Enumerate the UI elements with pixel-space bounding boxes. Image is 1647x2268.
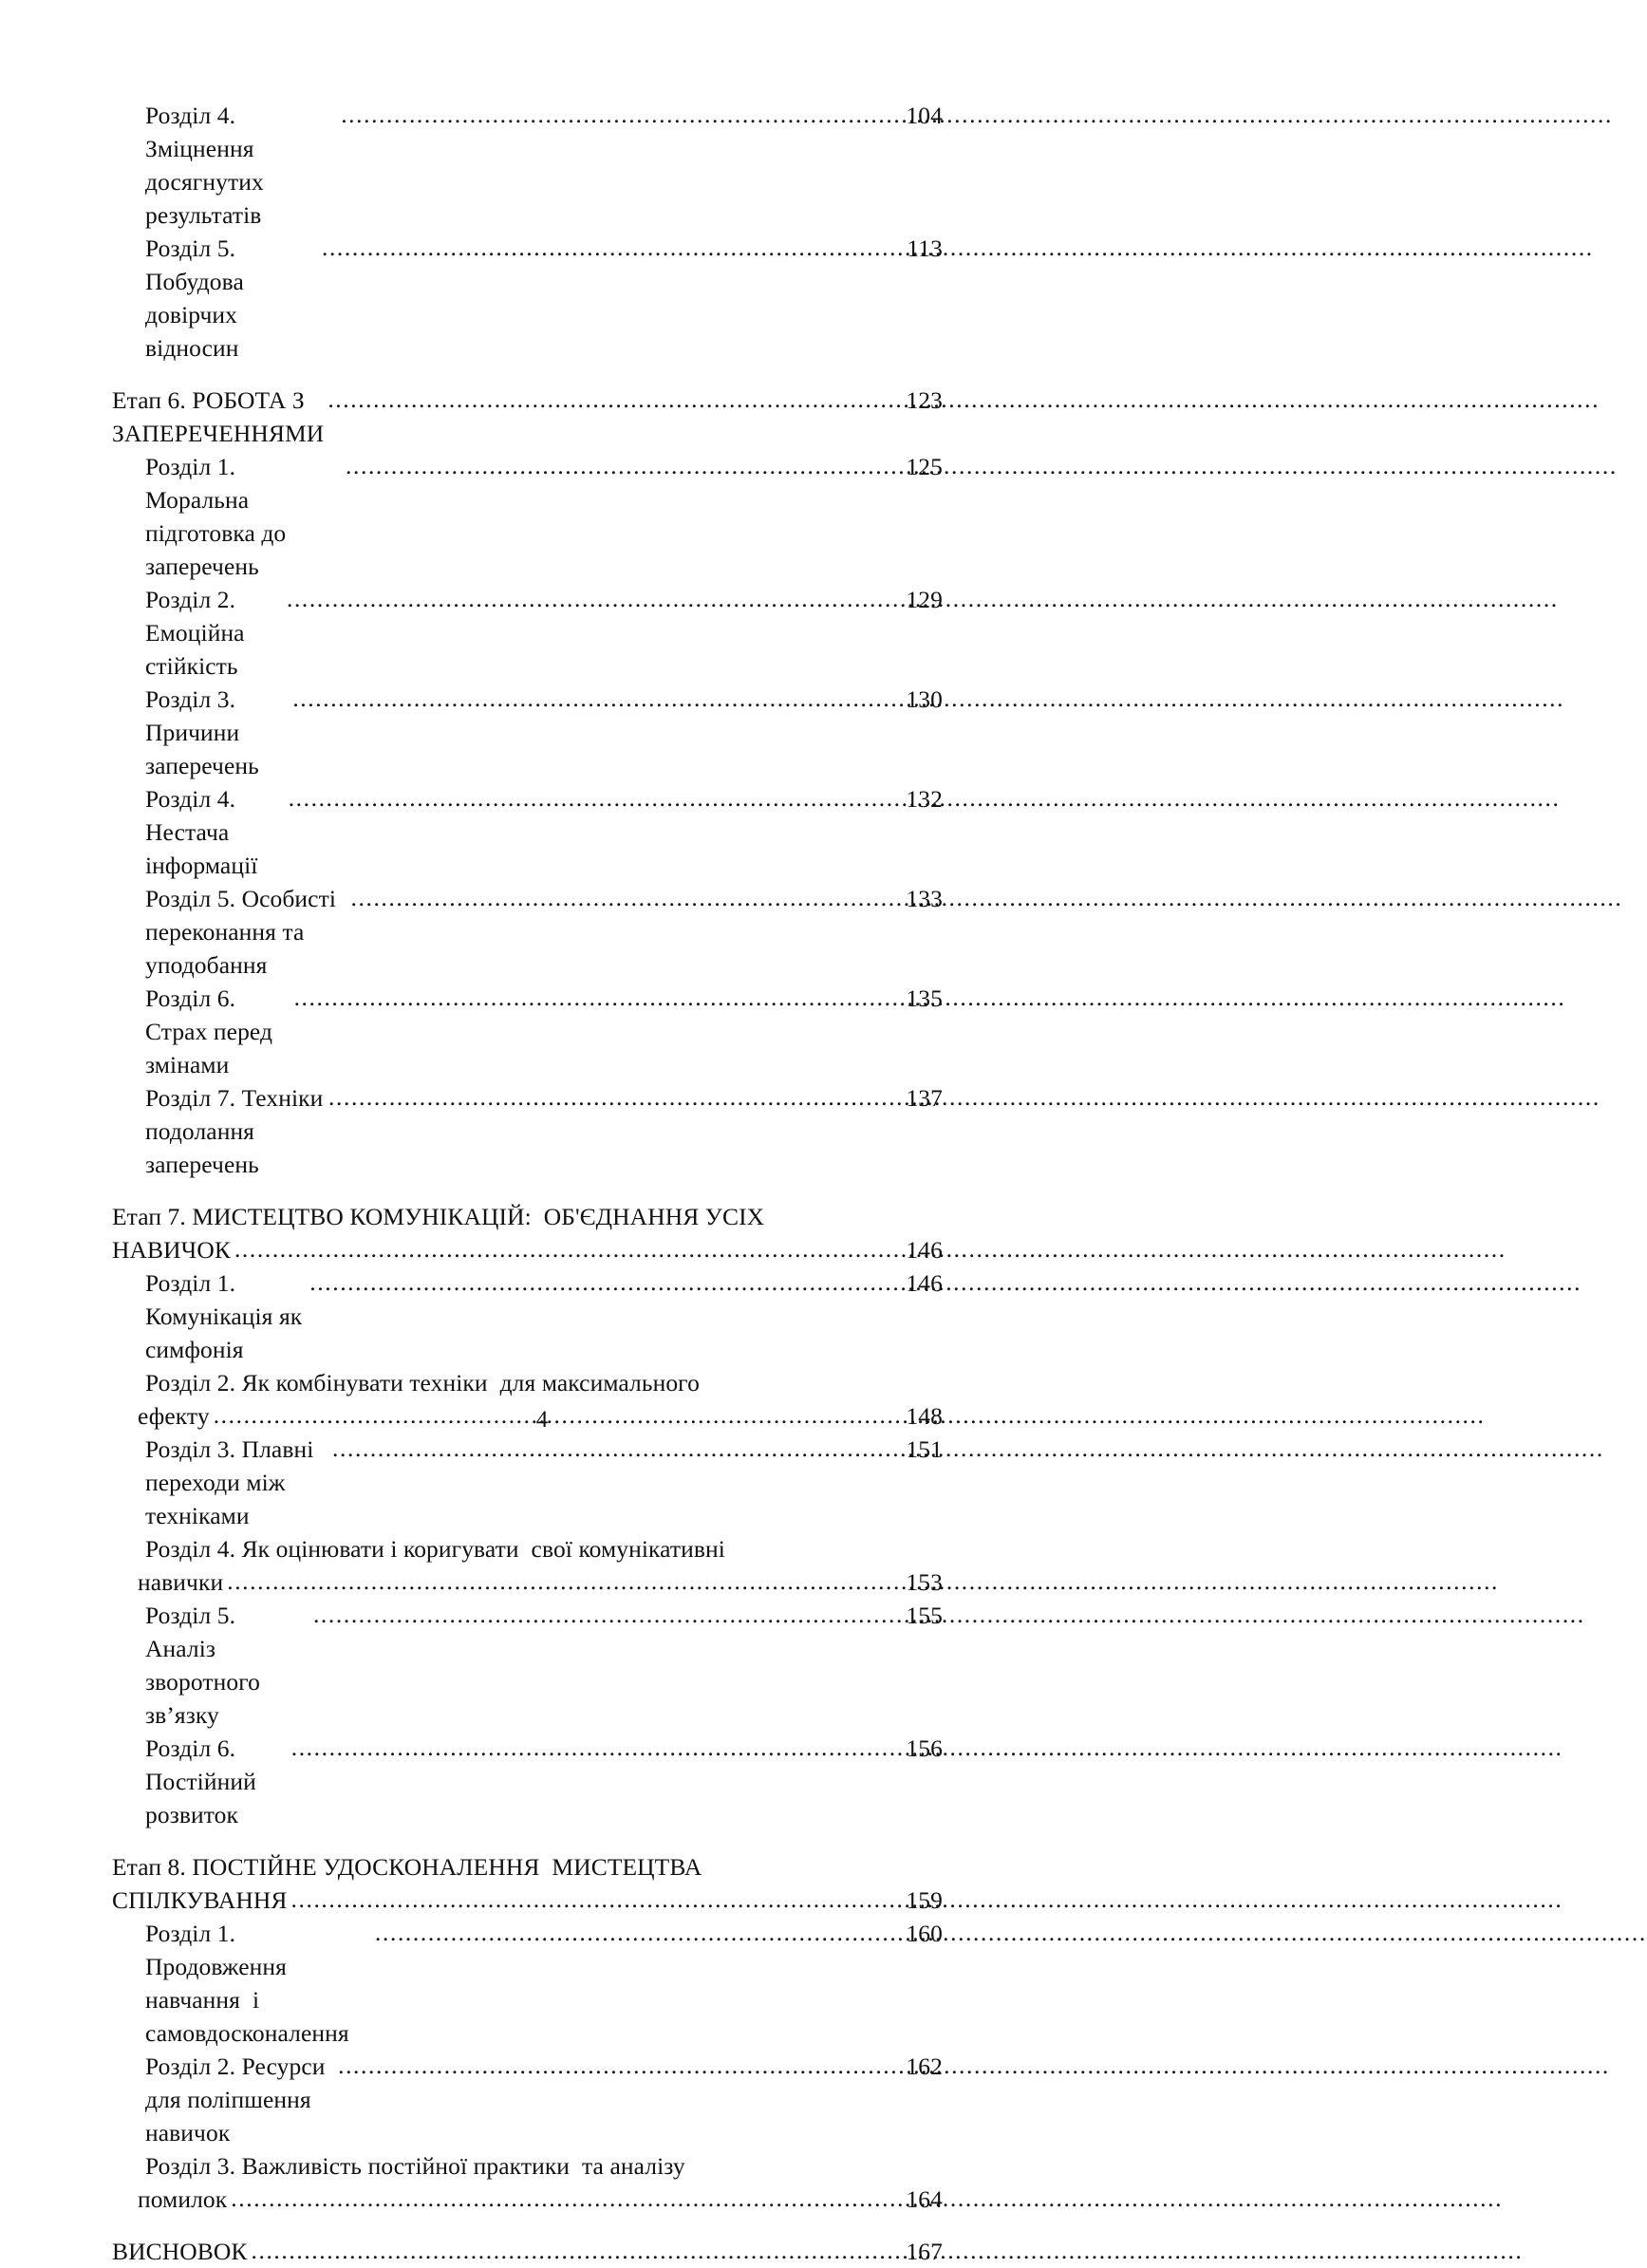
toc-entry-title: Розділ 2. Як комбінувати техніки для максимального: [145, 1369, 700, 1396]
toc-chapter-entry[interactable]: [145, 1917, 943, 2050]
toc-entry-title-continued: СПІЛКУВАННЯ: [112, 1886, 288, 1914]
toc-dot-leader: [231, 2182, 881, 2215]
toc-entry-title: Розділ 3. Плавні переходи між техніками: [145, 1435, 320, 1529]
toc-entry-title: Розділ 1. Продовження навчання і самовдосконалення: [145, 1920, 349, 2047]
toc-dot-leader: [292, 682, 881, 715]
toc-dot-leader: [313, 1598, 881, 1631]
toc-entry-title-continued: НАВИЧОК: [112, 1236, 231, 1264]
toc-page-number: 162: [906, 2052, 943, 2080]
toc-entry-title: Розділ 4. Нестача інформації: [145, 785, 258, 879]
toc-page-number: 146: [906, 1269, 943, 1297]
toc-dot-leader: [309, 1265, 881, 1299]
toc-entry-title: Розділ 5. Особисті переконання та уподобання: [145, 885, 343, 979]
toc-dot-leader: [322, 231, 881, 264]
toc-chapter-entry[interactable]: [145, 2050, 943, 2149]
toc-dot-leader: [338, 2049, 881, 2082]
toc-chapter-entry[interactable]: [145, 1732, 943, 1831]
toc-page-number: 135: [906, 984, 943, 1012]
toc-chapter-entry[interactable]: [138, 1532, 943, 1599]
toc-dot-leader: [341, 98, 881, 131]
toc-page-number: 132: [906, 785, 943, 813]
toc-entry-title: Розділ 4. Як оцінювати і коригувати свої комунікативні: [145, 1535, 725, 1563]
toc-page-number: 167: [906, 2238, 943, 2265]
toc-page-number: 137: [906, 1084, 943, 1112]
toc-chapter-entry[interactable]: [145, 450, 943, 583]
toc-entry-title: Розділ 1. Комунікація як симфонія: [145, 1269, 309, 1363]
toc-dot-leader: [291, 1731, 881, 1764]
toc-entry-title: Розділ 1. Моральна підготовка до заперечень: [145, 453, 292, 580]
toc-dot-leader: [291, 1883, 881, 1916]
toc-page-number: 148: [906, 1402, 943, 1430]
toc-entry-title: Розділ 3. Причини заперечень: [145, 685, 259, 779]
toc-page-number: 125: [906, 453, 943, 480]
toc-chapter-entry[interactable]: [145, 232, 943, 365]
table-of-contents: [112, 99, 943, 2268]
toc-page-number: 123: [906, 386, 943, 414]
toc-entry-title: Розділ 5. Аналіз зворотного зв’язку: [145, 1602, 267, 1729]
toc-chapter-entry[interactable]: [145, 982, 943, 1081]
toc-entry-title: ВИСНОВОК: [112, 2238, 248, 2265]
toc-chapter-entry[interactable]: [145, 583, 943, 683]
toc-dot-leader: [227, 1565, 881, 1598]
toc-dot-leader: [375, 1916, 881, 1949]
toc-dot-leader: [332, 1432, 881, 1465]
toc-page-number: 104: [906, 102, 943, 129]
toc-page-number: 130: [906, 685, 943, 713]
toc-entry-title-continued: помилок: [138, 2185, 228, 2213]
toc-part-entry[interactable]: [112, 2235, 943, 2268]
toc-chapter-entry[interactable]: [145, 1081, 943, 1181]
toc-entry-title-continued: навички: [138, 1568, 224, 1596]
toc-page-number: 160: [906, 1920, 943, 1947]
toc-dot-leader: [351, 881, 881, 914]
toc-part-entry[interactable]: [112, 1200, 943, 1266]
toc-chapter-entry[interactable]: [145, 1266, 943, 1366]
toc-dot-leader: [234, 1232, 881, 1265]
toc-chapter-entry[interactable]: [145, 882, 943, 982]
toc-part-entry[interactable]: [112, 384, 943, 450]
toc-page-number: 156: [906, 1734, 943, 1762]
toc-entry-title: Розділ 3. Важливість постійної практики та аналізу: [145, 2152, 685, 2180]
toc-dot-leader: [328, 1080, 881, 1114]
toc-dot-leader: [252, 2234, 882, 2267]
toc-entry-title: Розділ 2. Ресурси для поліпшення навичок: [145, 2052, 331, 2146]
toc-entry-title-continued: ефекту: [138, 1402, 210, 1430]
toc-entry-title: Розділ 4. Зміцнення досягнутих результатів: [145, 102, 271, 229]
toc-chapter-entry[interactable]: [138, 2149, 943, 2216]
toc-entry-title: Розділ 6. Постійний розвиток: [145, 1734, 263, 1828]
toc-page-number: 133: [906, 885, 943, 912]
toc-dot-leader: [294, 981, 881, 1014]
toc-dot-leader: [287, 582, 881, 615]
toc-entry-title: Розділ 7. Техніки подолання заперечень: [145, 1084, 329, 1178]
toc-page-number: 151: [906, 1435, 943, 1463]
toc-entry-title: Розділ 6. Страх перед змінами: [145, 984, 279, 1078]
toc-dot-leader: [346, 449, 881, 482]
toc-page-number: 129: [906, 586, 943, 613]
toc-page-number: 164: [906, 2185, 943, 2213]
toc-chapter-entry[interactable]: [145, 683, 943, 782]
page-number-footer: 4: [535, 1407, 549, 1433]
toc-page-number: 153: [906, 1568, 943, 1596]
toc-page-number: 146: [906, 1236, 943, 1264]
toc-entry-title: Етап 7. МИСТЕЦТВО КОМУНІКАЦІЙ: ОБ'ЄДНАННЯ УСІХ: [112, 1203, 765, 1230]
toc-chapter-entry[interactable]: [145, 1599, 943, 1732]
toc-part-entry[interactable]: [112, 1850, 943, 1917]
toc-entry-title: Розділ 5. Побудова довірчих відносин: [145, 234, 251, 362]
toc-entry-title: Розділ 2. Емоційна стійкість: [145, 586, 252, 680]
toc-chapter-entry[interactable]: [145, 99, 943, 232]
toc-dot-leader: [289, 781, 881, 815]
toc-dot-leader: [328, 383, 881, 416]
toc-entry-title: Етап 6. РОБОТА З ЗАПЕРЕЧЕННЯМИ: [112, 386, 325, 447]
toc-entry-title: Етап 8. ПОСТІЙНЕ УДОСКОНАЛЕННЯ МИСТЕЦТВА: [112, 1853, 702, 1881]
toc-page-number: 113: [907, 234, 943, 262]
toc-page-number: 159: [906, 1886, 943, 1914]
toc-chapter-entry[interactable]: [145, 782, 943, 882]
toc-page-number: 155: [906, 1602, 943, 1629]
toc-chapter-entry[interactable]: [145, 1433, 943, 1532]
